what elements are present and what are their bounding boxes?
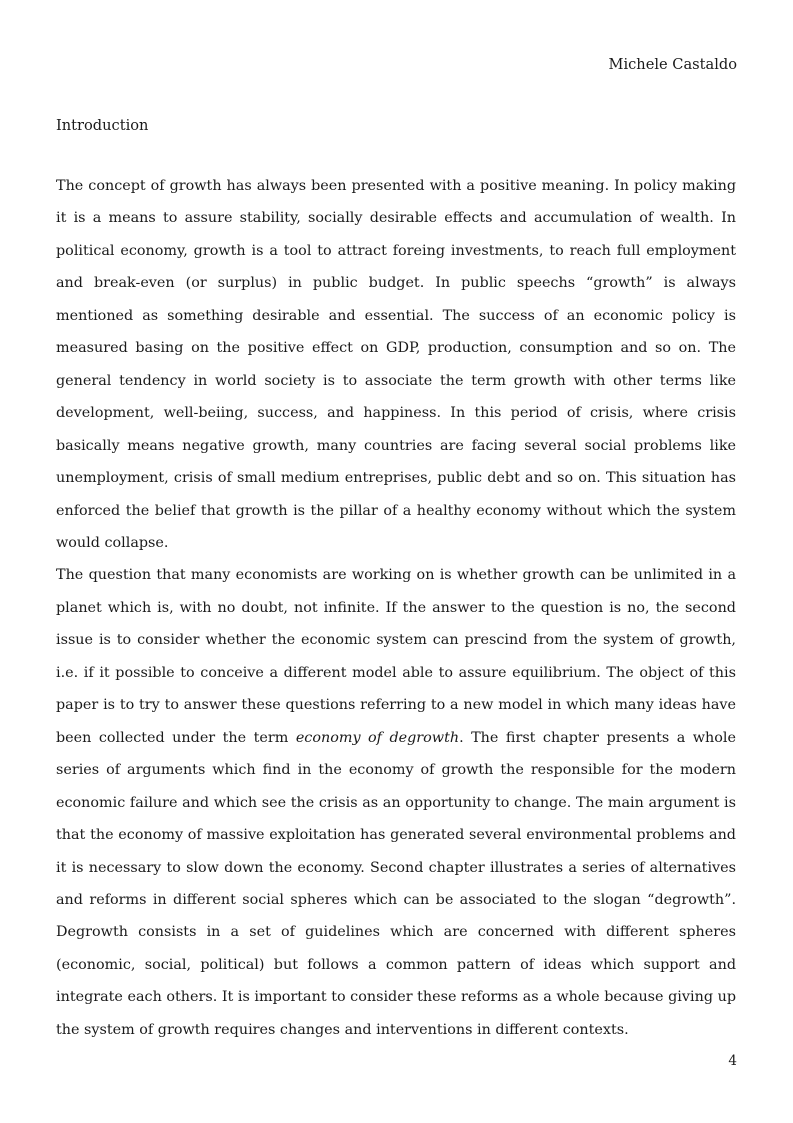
italic-term: economy of degrowth <box>295 729 460 746</box>
page-number: 4 <box>728 1053 737 1069</box>
section-heading: Introduction <box>56 117 149 134</box>
body-text <box>56 170 736 1046</box>
paragraph-2-text-end: . The first chapter presents a whole series of arguments which find in the economy of growth the responsible for the modern economic failure and which see the crisis as an opportunity to change. The main argument is that the economy of massive exploitation has generated several environmental problems and it is necessary to slow down the economy. Second chapter illustrates a series of alternatives and reforms in different social spheres which can be associated to the slogan “degrowth”. Degrowth consists in a set of guidelines which are concerned with different spheres (economic, social, political) but follows a common pattern of ideas which support and integrate each others. It is important to consider these reforms as a whole because giving up the system of growth requires changes and interventions in different contexts. <box>56 729 736 1038</box>
paragraph-2-text-start: The question that many economists are working on is whether growth can be unlimited in a planet which is, with no doubt, not infinite. If the answer to the question is no, the second issue is to consider whether the economic system can prescind from the system of growth, i.e. if it possible to conceive a different model able to assure equilibrium. The object of this paper is to try to answer these questions referring to a new model in which many ideas have been collected under the term <box>56 567 736 746</box>
paragraph-1: The concept of growth has always been presented with a positive meaning. In policy making it is a means to assure stability, socially desirable effects and accumulation of wealth. In political economy, growth is a tool to attract foreing investments, to reach full employment and break-even (or surplus) in public budget. In public speechs “growth” is always mentioned as something desirable and essential. The success of an economic policy is measured basing on the positive effect on GDP, production, consumption and so on. The general tendency in world society is to associate the term growth with other terms like development, well-beiing, success, and happiness. In this period of crisis, where crisis basically means negative growth, many countries are facing several social problems like unemployment, crisis of small medium entreprises, public debt and so on. This situation has enforced the belief that growth is the pillar of a healthy economy without which the system would collapse. <box>56 178 736 551</box>
running-header-author: Michele Castaldo <box>608 56 737 73</box>
paragraph-2 <box>56 559 736 1046</box>
